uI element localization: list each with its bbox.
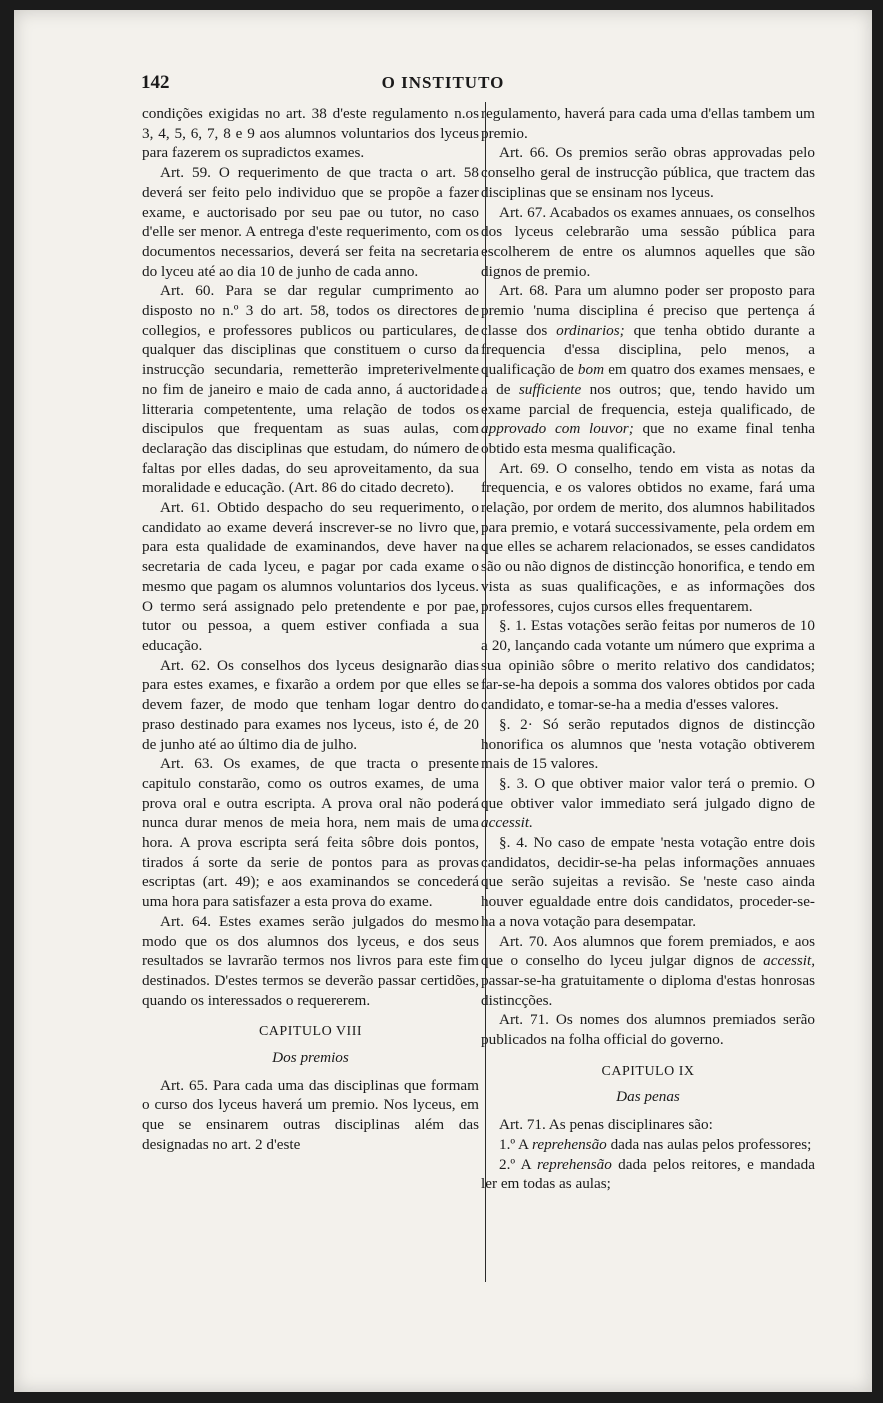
italic-term: reprehensão: [537, 1155, 612, 1173]
text-run: dada nas aulas pelos professores;: [606, 1135, 812, 1153]
article-64: Art. 64. Estes exames serão julgados do mesmo modo que os dos alumnos dos lyceus, e dos seus resultados se lavrarão termos nos livros para este fim destinados. D'estes termos se deverão passar certidões, quando os interessados o requererem.: [142, 912, 479, 1009]
italic-term: bom: [577, 361, 605, 379]
text-run: nos outros; que, tendo havido um exame parcial de frequencia, esteja qualificado, de: [481, 380, 815, 418]
page-number: 142: [141, 72, 170, 93]
section-4: §. 4. No caso de empate 'nesta votação entre dois candidatos, decidir-se-ha pelas informações annuaes que serão sujeitas a revisão. Se 'neste caso ainda houver egualdade entre dois candidatos, proceder-se-ha a nova votação para desempatar.: [481, 834, 815, 930]
article-60: Art. 60. Para se dar regular cumprimento ao disposto no n.º 3 do art. 58, todos os directores de collegios, e professores publicos ou particulares, de qualquer das disciplinas que constituem o curso da instrucção secundaria, remetterão impreterivelmente no fim de janeiro e maio de cada anno, á auctoridade litteraria competentente, uma relação de todos os discipulos que frequentam as suas aulas, com declaração das disciplinas que estudam, do número de faltas por elles dadas, do seu aproveitamento, da sua moralidade e educação. (Art. 86 do citado decreto).: [142, 282, 479, 497]
article-59: Art. 59. O requerimento de que tracta o art. 58 deverá ser feito pelo individuo que se propõe a fazer exame, e auctorisado por seu pae ou tutor, no caso d'elle ser menor. A entrega d'este requerimento, com os documentos necessarios, deverá ser feita na secretaria do lyceu até ao dia 10 de junho de cada anno.: [142, 164, 479, 280]
penalty-item: [481, 1135, 815, 1155]
article-63: Art. 63. Os exames, de que tracta o presente capitulo constarão, como os outros exames, de uma prova oral e outra escripta. A prova oral não poderá nunca durar menos de meia hora, nem mais de uma hora. A prova escripta será feita sôbre dois pontos, tirados á sorte da serie de pontos para as provas escriptas (art. 49); e aos examinandos se concederá uma hora para satisfazer a esta prova do exame.: [142, 755, 479, 911]
right-column: [481, 104, 815, 1194]
text-run: 2.º A: [499, 1155, 538, 1173]
chapter-title: Das penas: [616, 1088, 680, 1106]
italic-term: reprehensão: [531, 1135, 607, 1153]
journal-title: O INSTITUTO: [381, 73, 505, 92]
text-run: passar-se-ha gratuitamente o diploma d'estas honrosas distincções.: [481, 971, 815, 1009]
section-1: §. 1. Estas votações serão feitas por numeros de 10 a 20, lançando cada votante um número que exprima a sua opinião sôbre o merito relativo dos candidatos; far-se-ha depois a somma dos valores obtidos por cada candidato, e tomar-se-ha a media d'esses valores.: [481, 617, 815, 714]
text-run: Art. 70. Aos alumnos que forem premiados, e aos que o conselho do lyceu julgar dignos de: [481, 932, 815, 970]
section-2: §. 2· Só serão reputados dignos de distincção honorifica os alumnos que 'nesta votação obtiverem mais de 15 valores.: [481, 715, 815, 773]
article-66: Art. 66. Os premios serão obras approvadas pelo conselho geral de instrucção pública, que tractem das disciplinas que se ensinam nos lyceus.: [481, 144, 815, 201]
chapter-heading: CAPITULO VIII: [258, 1024, 363, 1040]
italic-term: accessit.: [481, 814, 533, 832]
italic-term: accessit,: [763, 952, 815, 970]
paragraph: condições exigidas no art. 38 d'este regulamento n.os 3, 4, 5, 6, 7, 8 e 9 aos alumnos voluntarios dos lyceus para fazerem os supradictos exames.: [142, 105, 479, 162]
page-header: [14, 72, 872, 102]
article-71: Art. 71. Os nomes dos alumnos premiados serão publicados na folha official do governo.: [481, 1011, 815, 1049]
article-68: [481, 281, 815, 458]
chapter-heading: CAPITULO IX: [601, 1063, 695, 1079]
article-61: Art. 61. Obtido despacho do seu requerimento, o candidato ao exame deverá inscrever-se no livro que, para esta qualidade de examinandos, deve haver na secretaria de cada lyceu, e pagar por cada exame o mesmo que pagam os alumnos voluntarios dos lyceus. O termo será assignado pelo pretendente e por pae, tutor ou pessoa, a quem estiver confiada a sua educação.: [142, 499, 479, 654]
article-65: Art. 65. Para cada uma das disciplinas que formam o curso dos lyceus haverá um premio. Nos lyceus, em que se ensinarem outras disciplinas além das designadas no art. 2 d'este: [142, 1076, 479, 1153]
scanned-page: [14, 10, 872, 1392]
text-run: em quatro dos exames mensaes, e a de: [481, 361, 815, 398]
article-70: [481, 932, 815, 1011]
italic-term: sufficiente: [518, 380, 582, 398]
text-run: que no exame final tenha obtido esta mesma qualificação.: [481, 420, 815, 457]
article-62: Art. 62. Os conselhos dos lyceus designarão dias para estes exames, e fixarão a ordem por que elles se devem fazer, de modo que tenham logar dentro do praso destinado para exames nos lyceus, isto é, de 20 de junho até ao último dia de julho.: [142, 656, 479, 753]
text-run: dada pelos reitores, e mandada ler em todas as aulas;: [481, 1155, 815, 1193]
italic-term: approvado com louvor;: [481, 420, 634, 438]
text-run: que tenha obtido durante a frequencia d'essa disciplina, pelo menos, a qualificação de: [481, 321, 815, 379]
section-3: [481, 774, 815, 833]
text-run: Art. 68. Para um alumno poder ser proposto para premio 'numa disciplina é preciso que pertença á classe dos: [481, 282, 815, 339]
text-run: 1.º A: [499, 1135, 532, 1153]
chapter-title: Dos premios: [272, 1049, 349, 1067]
left-column: [142, 104, 479, 1155]
article-69: Art. 69. O conselho, tendo em vista as notas da frequencia, e os valores obtidos no exame, fará uma relação, por ordem de merito, dos alumnos habilitados para premio, e votará successivamente, pela ordem em que elles se acharem relacionados, se esses candidatos são ou não dignos de distincção honorifica, e tendo em vista as suas qualificações, e as informações dos professores, cujos cursos elles frequentarem.: [481, 459, 815, 615]
penalty-item: [481, 1155, 815, 1194]
text-run: §. 3. O que obtiver maior valor terá o premio. O que obtiver valor immediato será julgado digno de: [481, 774, 815, 812]
paragraph: regulamento, haverá para cada uma d'ellas tambem um premio.: [481, 105, 815, 142]
article-67: Art. 67. Acabados os exames annuaes, os conselhos dos lyceus celebrarão uma sessão pública para escolherem de entre os alumnos aquelles que são dignos de premio.: [481, 203, 815, 280]
italic-term: ordinarios;: [556, 321, 625, 339]
article-71-penalties: Art. 71. As penas disciplinares são:: [499, 1116, 713, 1134]
